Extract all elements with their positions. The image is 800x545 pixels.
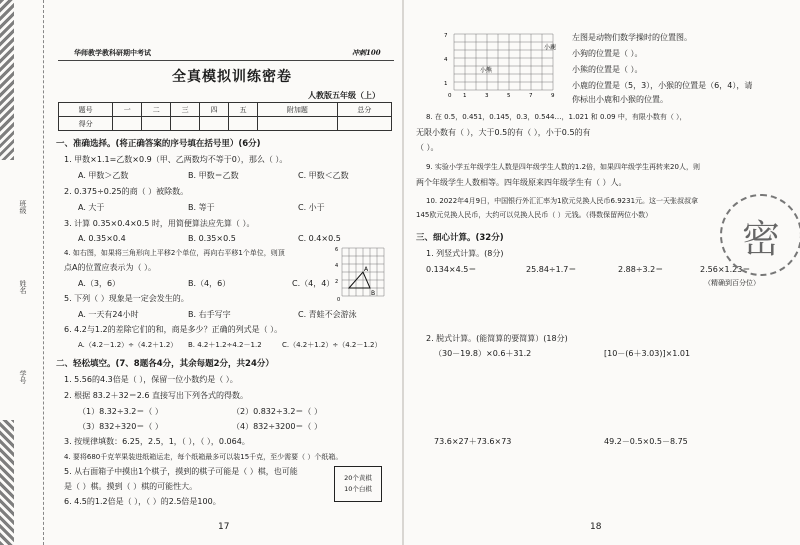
score-cell[interactable] <box>142 117 171 131</box>
grid-x-tick: 5 <box>507 93 511 99</box>
grid-y-tick: 4 <box>444 57 448 63</box>
grid-y-tick: 7 <box>444 33 448 39</box>
score-header-row <box>59 103 392 117</box>
s2-q2: 2. 根据 83.2＋32＝2.6 直接写出下列各式的得数。 <box>64 391 248 400</box>
s2-q2-item-4: （4）832÷3200＝（ ） <box>232 422 322 431</box>
expr-3: 73.6×27＋73.6×73 <box>434 437 512 446</box>
score-header: 题号 <box>59 103 113 117</box>
score-header: 总分 <box>337 103 391 117</box>
grid-x-tick: 9 <box>551 93 555 99</box>
grid-y-tick: 1 <box>444 81 448 87</box>
grid-y-tick: 6 <box>335 247 339 253</box>
q8-line3: （ ）。 <box>416 143 439 152</box>
s2-q5-line1: 5. 从右面箱子中摸出1个棋子，摸到的棋子可能是（ ）棋，也可能 <box>64 467 298 476</box>
grid-origin: 0 <box>337 297 341 302</box>
s2-q3: 3. 按规律填数：6.25，2.5，1，（ ），（ ），0.064。 <box>64 437 250 446</box>
s1-q4-line1: 4. 如右图，如果将三角形向上平移2个单位，再向右平移1个单位，则顶 <box>64 249 285 257</box>
q10-line2: 145欧元兑换人民币，大约可以兑换人民币（ ）元钱。（得数保留两位小数） <box>416 211 653 219</box>
s1-q2-opt-a: A. 大于 <box>78 203 105 212</box>
s1-q5-opt-c: C. 青蛙不会游泳 <box>298 310 357 319</box>
binding-label-class: 班级 <box>19 200 27 214</box>
s1-q6-opt-a: A.（4.2－1.2）÷（4.2＋1.2） <box>78 341 178 349</box>
binding-strip <box>0 0 44 545</box>
zigzag-bottom <box>0 420 14 545</box>
header-right: 冲刺100 <box>352 48 381 57</box>
s1-q5: 5. 下列（ ）现象是一定会发生的。 <box>64 294 189 303</box>
box-line-white: 10个白棋 <box>344 485 372 493</box>
s1-q5-opt-b: B. 右手写字 <box>188 310 231 319</box>
s1-q4-opt-a: A.（3，6） <box>78 279 121 288</box>
section-1-title: 一、准确选择。(将正确答案的序号填在括号里）(6分) <box>56 139 261 149</box>
s1-q5-opt-a: A. 一天有24小时 <box>78 310 139 319</box>
q7-line2: 小熊的位置是（ ）。 <box>572 65 643 74</box>
s1-q6-opt-c: C.（4.2＋1.2）÷（4.2－1.2） <box>282 341 382 349</box>
s2-q6: 6. 4.5的1.2倍是（ ），（ ）的2.5倍是100。 <box>64 497 221 506</box>
label-deer: 小鹿 <box>544 44 557 51</box>
q9-line1: 9. 实验小学五年级学生人数是四年级学生人数的1.2倍，如果四年级学生再转来20人，则 <box>426 163 700 171</box>
header-left: 华师教学教科研期中考试 <box>74 49 151 57</box>
score-table <box>58 102 392 131</box>
binding-label-name: 姓名 <box>19 280 27 294</box>
q7-intro: 左图是动物们数学操时的位置图。 <box>572 33 692 42</box>
box-line-yellow: 20个黄棋 <box>344 474 372 482</box>
chess-box <box>334 466 382 502</box>
s2-q2-item-2: （2）0.832÷3.2＝（ ） <box>232 407 322 416</box>
grid-y-tick: 2 <box>335 279 339 285</box>
calc-note: （精确到百分位） <box>704 279 760 287</box>
s1-q3-opt-a: A. 0.35×0.4 <box>78 234 126 243</box>
score-header: 一 <box>113 103 142 117</box>
right-page <box>404 0 800 545</box>
s2-q2-item-3: （3）832÷320＝（ ） <box>78 422 163 431</box>
animal-grid-figure <box>440 30 560 100</box>
expr-1: （30－19.8）×0.6＋31.2 <box>434 349 532 358</box>
s1-q3: 3. 计算 0.35×0.4×0.5 时，用简便算法应先算（ ）。 <box>64 219 255 228</box>
s2-q4: 4. 要将680千克苹果装进纸箱运走，每个纸箱最多可以装15千克，至少需要（ ）个纸箱。 <box>64 453 343 461</box>
s1-q2-opt-b: B. 等于 <box>188 203 215 212</box>
label-bear: 小熊 <box>480 67 493 74</box>
header-rule <box>58 60 394 61</box>
score-cell[interactable] <box>337 117 391 131</box>
calc-1: 0.134×4.5＝ <box>426 265 477 274</box>
grid-x-tick: 7 <box>529 93 533 99</box>
expr-4: 49.2－0.5×0.5－8.75 <box>604 437 688 446</box>
s1-q4-opt-c: C.（4，4） <box>292 279 335 288</box>
exam-title: 全真模拟训练密卷 <box>172 69 292 85</box>
section-3-title: 三、细心计算。(32分) <box>416 233 504 243</box>
expr-2: [10－(6＋3.03)]×1.01 <box>604 349 691 358</box>
secret-stamp: 密 <box>720 194 800 276</box>
calc-4: 2.56×1.23＝ <box>700 265 751 274</box>
grid-x-tick: 3 <box>485 93 489 99</box>
q7-line1: 小狗的位置是（ ）。 <box>572 49 643 58</box>
score-cell[interactable] <box>171 117 200 131</box>
calc-3: 2.88÷3.2＝ <box>618 265 664 274</box>
calc-2: 25.84÷1.7＝ <box>526 265 577 274</box>
binding-label-number: 学号 <box>19 370 27 384</box>
s1-q1: 1. 甲数×1.1=乙数×0.9（甲、乙两数均不等于0），那么（ ）。 <box>64 155 288 164</box>
zigzag-top <box>0 0 14 160</box>
q8-line2: 无限小数有（ ），大于0.5的有（ ），小于0.5的有 <box>416 128 591 137</box>
s1-q1-opt-b: B. 甲数＝乙数 <box>188 171 239 180</box>
s3-q2: 2. 脱式计算。(能简算的要简算）(18分) <box>426 334 568 343</box>
score-cell[interactable] <box>200 117 229 131</box>
s3-q1: 1. 列竖式计算。(8分) <box>426 249 504 258</box>
s1-q3-opt-b: B. 0.35×0.5 <box>188 234 236 243</box>
score-header: 二 <box>142 103 171 117</box>
q7-line4: 你标出小鹿和小猴的位置。 <box>572 95 668 104</box>
s2-q5-line2: 是（ ）棋。摸到（ ）棋的可能性大。 <box>64 482 198 491</box>
score-header: 附加题 <box>258 103 338 117</box>
score-header: 三 <box>171 103 200 117</box>
s1-q4-line2: 点A的位置应表示为（ ）。 <box>64 263 157 272</box>
page-number-left: 17 <box>218 522 230 532</box>
grid-y-tick: 4 <box>335 263 339 269</box>
edition-label: 人教版五年级（上） <box>308 91 380 100</box>
s1-q1-opt-a: A. 甲数＞乙数 <box>78 171 129 180</box>
score-header: 四 <box>200 103 229 117</box>
page-number-right: 18 <box>590 522 602 532</box>
score-header: 五 <box>229 103 258 117</box>
grid-x-tick: 1 <box>463 93 467 99</box>
s2-q1: 1. 5.56的4.3倍是（ ），保留一位小数约是（ ）。 <box>64 375 238 384</box>
q7-line3: 小鹿的位置是（5，3），小猴的位置是（6，4），请 <box>572 81 753 90</box>
s1-q4-opt-b: B.（4，6） <box>188 279 231 288</box>
score-cell[interactable] <box>229 117 258 131</box>
grid-point-a: A <box>364 266 369 273</box>
s2-q2-item-1: （1）8.32÷3.2＝（ ） <box>78 407 163 416</box>
s1-q6-opt-b: B. 4.2＋1.2÷4.2－1.2 <box>188 341 262 349</box>
q10-line1: 10. 2022年4月9日，中国银行外汇汇率为1欧元兑换人民币6.9231元。这一天张叔叔拿 <box>426 197 699 205</box>
grid-origin: 0 <box>448 93 452 99</box>
score-row <box>59 117 392 131</box>
score-row-label: 得分 <box>59 117 113 131</box>
q8-line1: 8. 在 0.5，0.451，0.145，0.3，0.544…，1.021 和 0.09 中，有限小数有（ ）， <box>426 113 687 121</box>
q9-line2: 两个年级学生人数相等。四年级原来四年级学生有（ ）人。 <box>416 178 627 187</box>
s1-q6: 6. 4.2与1.2的差除它们的和，商是多少？正确的列式是（ ）。 <box>64 325 283 334</box>
grid-point-b: B <box>371 290 376 297</box>
s1-q2: 2. 0.375÷0.25的商（ ）被除数。 <box>64 187 189 196</box>
score-cell[interactable] <box>258 117 338 131</box>
section-2-title: 二、轻松填空。(7、8题各4分，其余每题2分，共24分） <box>56 359 274 369</box>
s1-q1-opt-c: C. 甲数＜乙数 <box>298 171 349 180</box>
s1-q2-opt-c: C. 小于 <box>298 203 325 212</box>
s1-q3-opt-c: C. 0.4×0.5 <box>298 234 341 243</box>
score-cell[interactable] <box>113 117 142 131</box>
triangle-grid-figure <box>334 244 386 302</box>
